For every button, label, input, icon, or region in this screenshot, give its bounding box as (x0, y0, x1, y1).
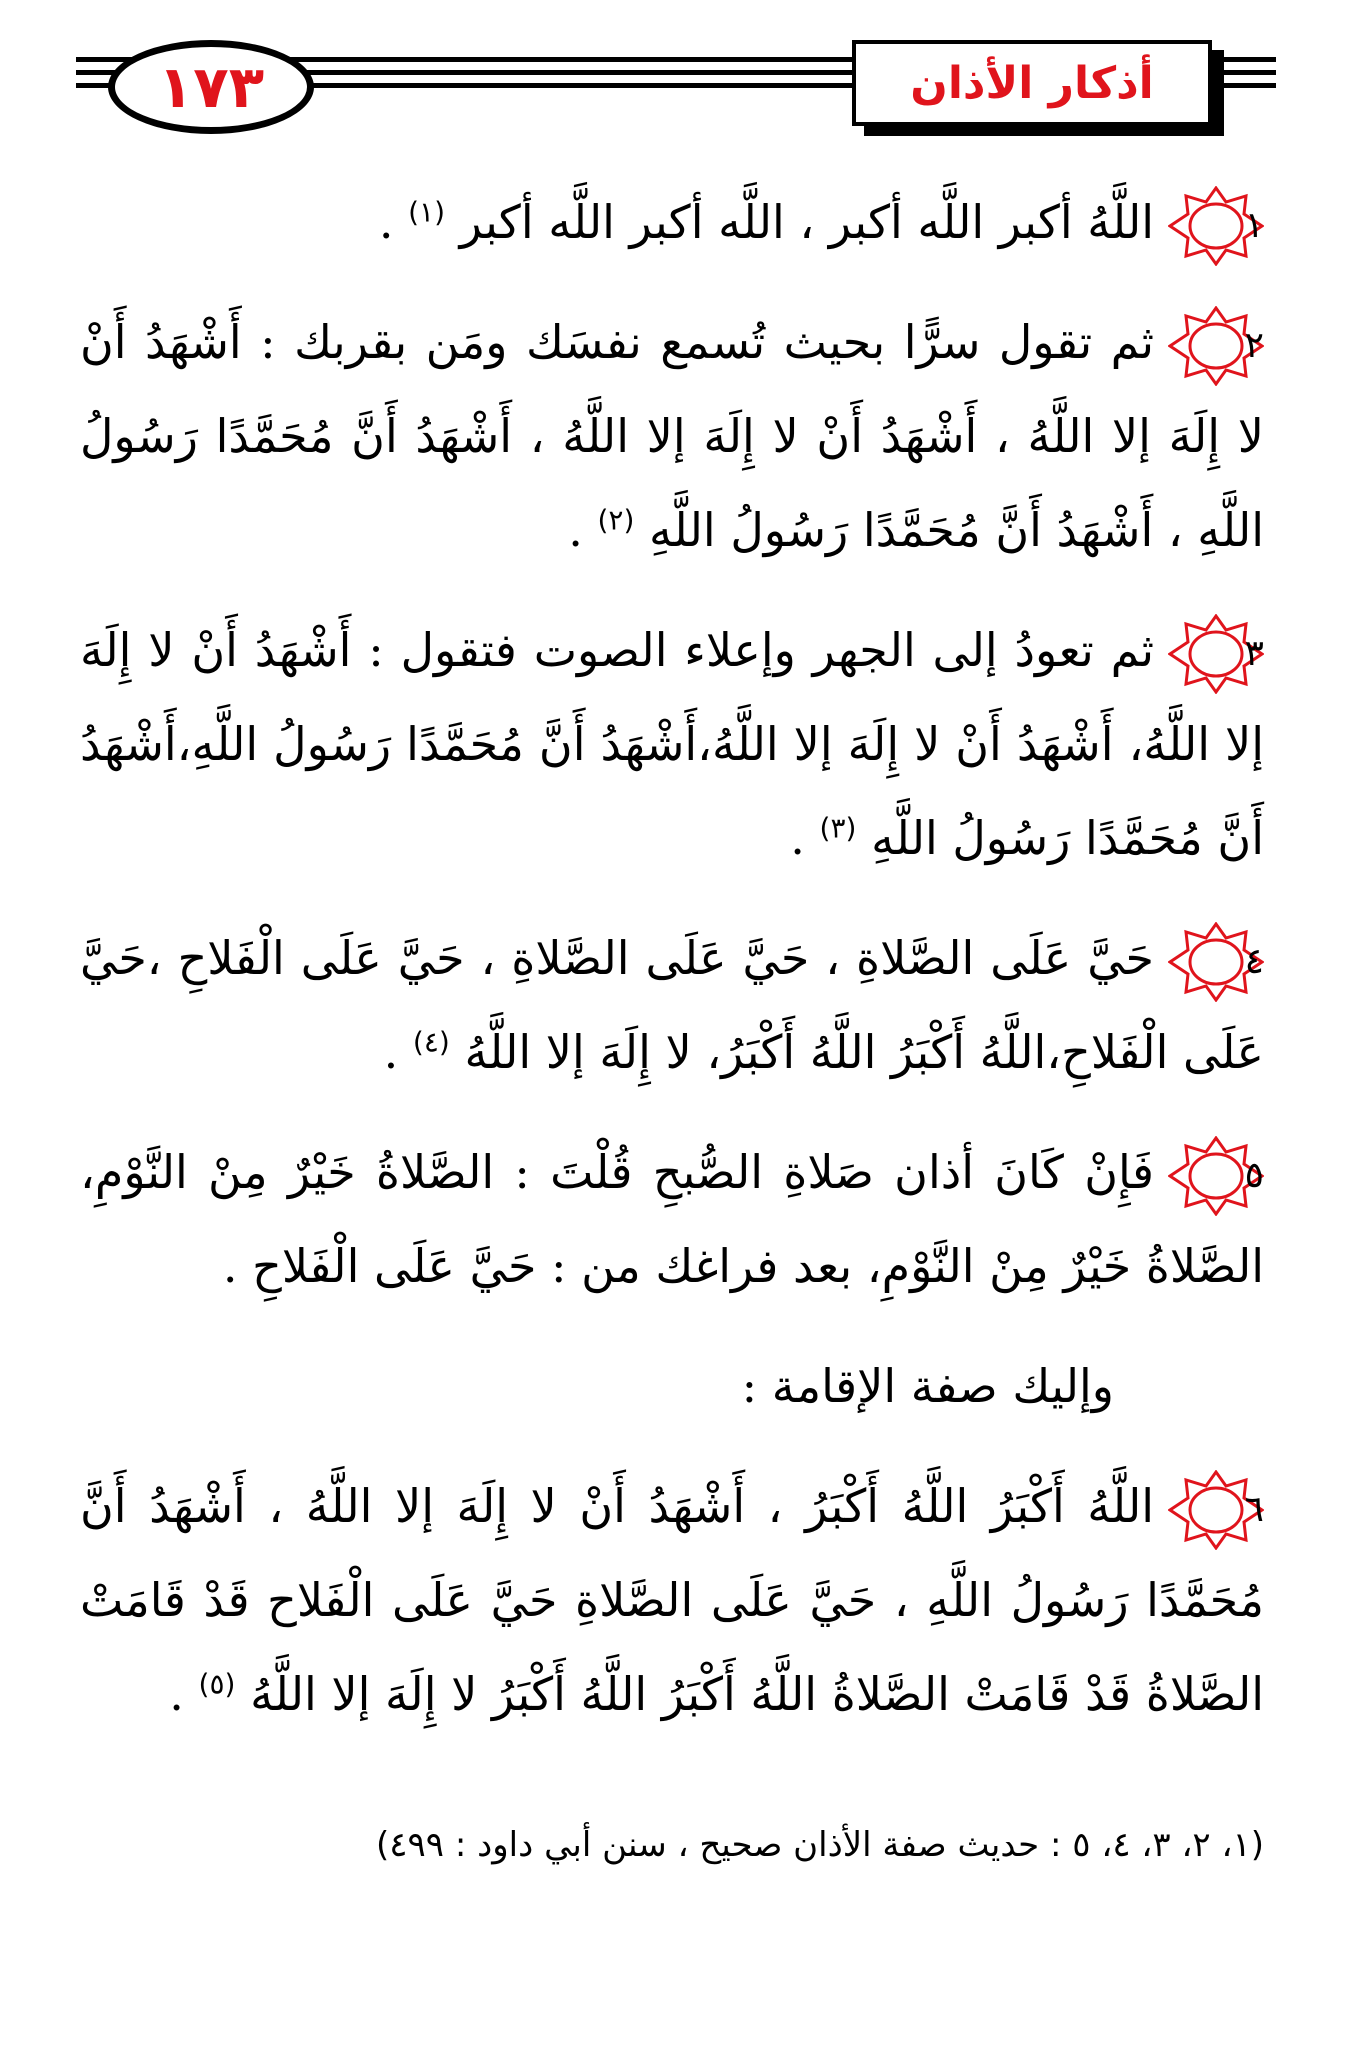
paragraph-end: . (790, 811, 820, 865)
footnote-source: (١، ٢، ٣، ٤، ٥ : حديث صفة الأذان صحيح ، سنن أبي داود : ٤٩٩) (375, 1825, 1264, 1865)
paragraph-5 (80, 1125, 1264, 1313)
paragraph-2 (80, 295, 1264, 577)
paragraph-text: اللَّهُ أكبر اللَّه أكبر ، اللَّه أكبر اللَّه أكبر (459, 195, 1154, 249)
paragraph-text: اللَّهُ أَكْبَرُ اللَّهُ أَكْبَرُ ، أَشْهَدُ أَنْ لا إِلَهَ إلا اللَّهُ ، أَشْهَدُ أَنَّ مُحَمَّدًا رَسُولُ اللَّهِ ، حَيَّ عَلَى الصَّلاةِ حَيَّ عَلَى الْفَلاح قَدْ قَامَتْ الصَّلاةُ قَدْ قَامَتْ الصَّلاةُ اللَّهُ أَكْبَرُ اللَّهُ أَكْبَرُ لا إِلَهَ إلا اللَّهُ (80, 1479, 1264, 1721)
paragraph-6 (80, 1459, 1264, 1741)
paragraph-end: . (378, 195, 409, 249)
paragraph-end: . (568, 503, 598, 557)
ornament-number-badge (1168, 1470, 1264, 1550)
paragraph-end: . (383, 1025, 413, 1079)
paragraph-1 (80, 175, 1264, 269)
ornament-number-badge (1168, 1136, 1264, 1216)
page-body (80, 175, 1264, 1767)
paragraph-number: ٤ (1244, 941, 1264, 982)
paragraph-end: . (169, 1667, 199, 1721)
page-header (0, 0, 1356, 150)
paragraph-number: ٦ (1244, 1489, 1264, 1530)
footnote-ref: (٥) (198, 1667, 236, 1701)
footnote-ref: (٣) (819, 811, 857, 845)
chapter-title: أذكار الأذان (852, 40, 1212, 126)
ornament-number-badge (1168, 614, 1264, 694)
page-number: ١٧٣ (108, 40, 314, 134)
footnote-ref: (٤) (412, 1025, 450, 1059)
footnote-ref: (٢) (597, 503, 635, 537)
paragraph-text: حَيَّ عَلَى الصَّلاةِ ، حَيَّ عَلَى الصَّلاةِ ، حَيَّ عَلَى الْفَلاحِ ،حَيَّ عَلَى الْفَلاحِ،اللَّهُ أَكْبَرُ اللَّهُ أَكْبَرُ، لا إِلَهَ إلا اللَّهُ (80, 931, 1264, 1079)
ornament-number-badge (1168, 306, 1264, 386)
paragraph-number: ٢ (1244, 325, 1264, 366)
ornament-number-badge (1168, 922, 1264, 1002)
paragraph-text: ثم تقول سرًّا بحيث تُسمع نفسَك ومَن بقربك : أَشْهَدُ أَنْ لا إِلَهَ إلا اللَّهُ ، أَشْهَدُ أَنْ لا إِلَهَ إلا اللَّهُ ، أَشْهَدُ أَنَّ مُحَمَّدًا رَسُولُ اللَّهِ ، أَشْهَدُ أَنَّ مُحَمَّدًا رَسُولُ اللَّهِ (80, 315, 1264, 557)
footnote-ref: (١) (408, 195, 446, 229)
paragraph-3 (80, 603, 1264, 885)
ornament-number-badge (1168, 186, 1264, 266)
paragraph-number: ١ (1244, 205, 1264, 246)
paragraph-number: ٥ (1244, 1155, 1264, 1196)
paragraph-number: ٣ (1244, 633, 1264, 674)
paragraph-text: وإليك صفة الإقامة : (741, 1359, 1114, 1413)
paragraph-text: فَإِنْ كَانَ أذان صَلاةِ الصُّبحِ قُلْتَ : الصَّلاةُ خَيْرٌ مِنْ النَّوْمِ، الصَّلاةُ خَيْرٌ مِنْ النَّوْمِ، بعد فراغك من : حَيَّ عَلَى الْفَلاحِ . (80, 1145, 1264, 1293)
paragraph-iqama-intro (80, 1339, 1264, 1433)
paragraph-4 (80, 911, 1264, 1099)
paragraph-text: ثم تعودُ إلى الجهر وإعلاء الصوت فتقول : أَشْهَدُ أَنْ لا إِلَهَ إلا اللَّهُ، أَشْهَدُ أَنْ لا إِلَهَ إلا اللَّهُ،أَشْهَدُ أَنَّ مُحَمَّدًا رَسُولُ اللَّهِ،أَشْهَدُ أَنَّ مُحَمَّدًا رَسُولُ اللَّهِ (80, 623, 1264, 865)
